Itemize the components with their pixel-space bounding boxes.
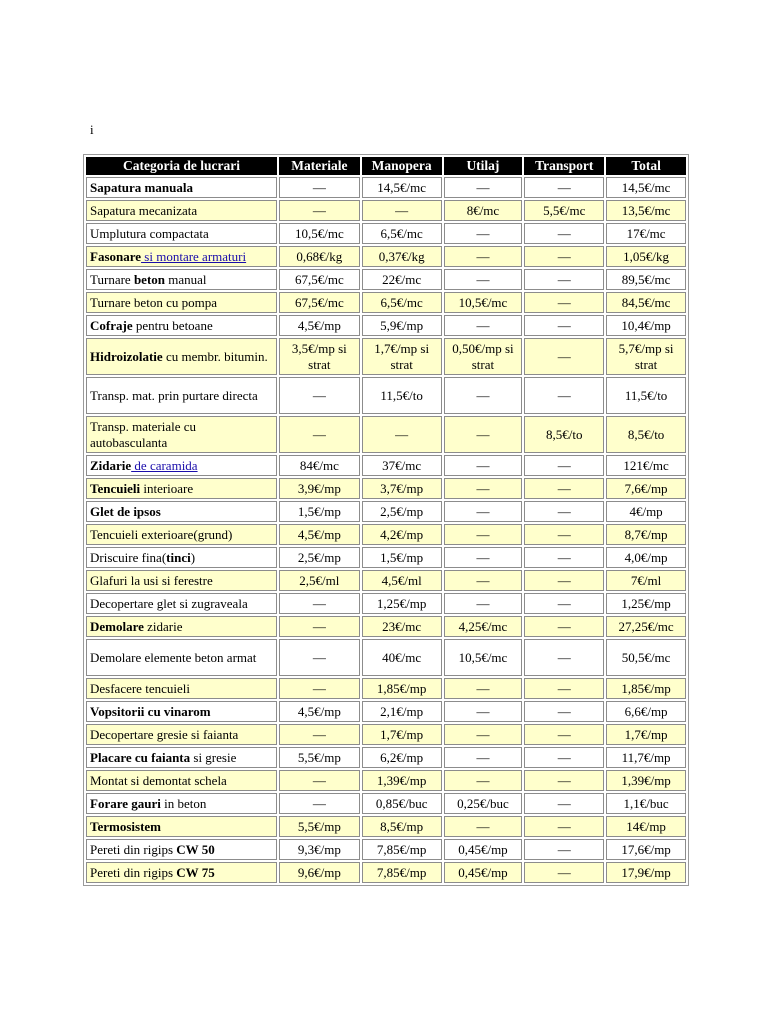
cell-transport: 8,5€/to [524,416,604,453]
cell-total: 11,5€/to [606,377,686,414]
cell-transport: — [524,793,604,814]
cell-categorie [86,200,277,221]
cell-utilaj: — [444,724,523,745]
cell-total: 84,5€/mc [606,292,686,313]
cell-transport: — [524,639,604,676]
category-label-part: Forare gauri [90,795,161,811]
category-label-part: Vopsitorii cu vinarom [90,703,211,719]
cell-transport: — [524,246,604,267]
cell-materiale: 4,5€/mp [279,701,360,722]
cell-categorie [86,223,277,244]
cell-transport: — [524,315,604,336]
cell-categorie [86,839,277,860]
cell-materiale: 9,3€/mp [279,839,360,860]
cell-total: 7,6€/mp [606,478,686,499]
cell-materiale: — [279,177,360,198]
table-row [86,862,686,883]
cell-manopera: 1,7€/mp [362,724,442,745]
category-label-part: pentru betoane [132,317,213,333]
table-row [86,816,686,837]
cell-total: 1,25€/mp [606,593,686,614]
category-label-part: Zidarie [90,457,132,473]
cell-utilaj: — [444,701,523,722]
cell-transport: — [524,593,604,614]
table-row [86,377,686,414]
category-label-part: Transp. mat. prin purtare directa [90,387,258,403]
header-categoria: Categoria de lucrari [86,157,277,175]
cell-utilaj: — [444,269,523,290]
category-label-part: Demolare elemente beton armat [90,649,257,665]
table-row [86,315,686,336]
category-label-part: Tencuieli exterioare(grund) [90,526,233,542]
table-row [86,292,686,313]
cell-transport: — [524,269,604,290]
cell-categorie [86,701,277,722]
table-row [86,639,686,676]
table-row [86,524,686,545]
table-row [86,455,686,476]
cell-transport: — [524,524,604,545]
cell-manopera: — [362,200,442,221]
cell-transport: — [524,501,604,522]
cell-manopera: 5,9€/mp [362,315,442,336]
cell-categorie [86,547,277,568]
cell-materiale: 1,5€/mp [279,501,360,522]
category-label-part: Driscuire fina( [90,549,167,565]
table-row [86,570,686,591]
cell-materiale: 2,5€/ml [279,570,360,591]
cell-materiale: 84€/mc [279,455,360,476]
category-label-part: Glet de ipsos [90,503,161,519]
cell-manopera: 2,5€/mp [362,501,442,522]
cell-utilaj: — [444,177,523,198]
category-label-part: Turnare [90,271,134,287]
cell-materiale: — [279,639,360,676]
cell-utilaj: — [444,678,523,699]
cell-utilaj: — [444,223,523,244]
cell-utilaj: — [444,416,523,453]
category-label-part: Pereti din rigips [90,841,177,857]
cell-transport: — [524,338,604,375]
cell-transport: — [524,547,604,568]
table-row [86,177,686,198]
category-label-part: Hidroizolatie [90,348,163,364]
category-label-part: Cofraje [90,317,133,333]
cell-categorie [86,246,277,267]
cell-manopera: 7,85€/mp [362,839,442,860]
cell-utilaj: 8€/mc [444,200,523,221]
cell-manopera: 2,1€/mp [362,701,442,722]
cell-transport: — [524,292,604,313]
cell-total: 4,0€/mp [606,547,686,568]
cell-materiale: 4,5€/mp [279,524,360,545]
cell-transport: — [524,724,604,745]
table-row [86,724,686,745]
cell-manopera: 37€/mc [362,455,442,476]
category-label-part: zidarie [143,618,183,634]
category-label-part: Placare cu faianta [90,749,191,765]
cell-utilaj: — [444,377,523,414]
cell-transport: — [524,478,604,499]
cell-utilaj: — [444,524,523,545]
cell-total: 14€/mp [606,816,686,837]
cell-total: 11,7€/mp [606,747,686,768]
category-label-part: Demolare [90,618,144,634]
cell-total: 4€/mp [606,501,686,522]
cell-transport: — [524,747,604,768]
cell-manopera: 1,39€/mp [362,770,442,791]
cell-categorie [86,639,277,676]
category-label-part: ) [190,549,196,565]
cell-manopera: 23€/mc [362,616,442,637]
category-label-part: CW 50 [176,841,215,857]
header-materiale: Materiale [279,157,360,175]
cell-materiale: 10,5€/mc [279,223,360,244]
cell-categorie [86,338,277,375]
cell-utilaj: — [444,747,523,768]
cell-manopera: 22€/mc [362,269,442,290]
cell-categorie [86,501,277,522]
table-row [86,701,686,722]
table-row [86,200,686,221]
cell-materiale: 0,68€/kg [279,246,360,267]
cell-materiale: — [279,200,360,221]
category-label-part: Glafuri la usi si ferestre [90,572,213,588]
cell-utilaj: — [444,547,523,568]
cell-total: 17,9€/mp [606,862,686,883]
cell-total: 1,85€/mp [606,678,686,699]
cell-total: 17€/mc [606,223,686,244]
cell-total: 121€/mc [606,455,686,476]
page-marker: i [90,122,94,137]
category-label-part: in beton [160,795,207,811]
category-label-part: Sapatura manuala [90,179,193,195]
cell-categorie [86,570,277,591]
cell-categorie [86,478,277,499]
cell-total: 1,1€/buc [606,793,686,814]
cell-transport: — [524,616,604,637]
cell-utilaj: — [444,770,523,791]
cell-transport: — [524,701,604,722]
category-label-part: Fasonare [90,248,142,264]
cell-transport: — [524,223,604,244]
cell-materiale: — [279,770,360,791]
category-link[interactable]: de caramida [131,457,198,473]
cell-transport: — [524,816,604,837]
cell-categorie [86,616,277,637]
cell-manopera: 1,7€/mp si strat [362,338,442,375]
table-row [86,747,686,768]
cell-transport: — [524,770,604,791]
cell-categorie [86,455,277,476]
header-transport: Transport [524,157,604,175]
cell-transport: 5,5€/mc [524,200,604,221]
category-label-part: Turnare beton cu pompa [90,294,217,310]
cell-materiale: 3,9€/mp [279,478,360,499]
cell-categorie [86,747,277,768]
cell-total: 89,5€/mc [606,269,686,290]
cell-manopera: 4,5€/ml [362,570,442,591]
cell-manopera: 6,2€/mp [362,747,442,768]
cell-materiale: 67,5€/mc [279,292,360,313]
cell-total: 1,05€/kg [606,246,686,267]
header-utilaj: Utilaj [444,157,523,175]
cell-total: 8,5€/to [606,416,686,453]
table-row [86,678,686,699]
table-row [86,547,686,568]
category-link[interactable]: si montare armaturi [141,248,247,264]
category-label-part: Sapatura mecanizata [90,202,198,218]
cell-categorie [86,724,277,745]
price-table [83,154,689,886]
table-row [86,338,686,375]
category-label-part: Pereti din rigips [90,864,177,880]
table-row [86,478,686,499]
cell-utilaj: — [444,478,523,499]
cell-utilaj: 0,25€/buc [444,793,523,814]
category-label-part: CW 75 [176,864,215,880]
table-row [86,416,686,453]
cell-materiale: — [279,416,360,453]
cell-categorie [86,292,277,313]
cell-materiale: 2,5€/mp [279,547,360,568]
cell-total: 27,25€/mc [606,616,686,637]
cell-materiale: — [279,593,360,614]
table-row [86,269,686,290]
cell-manopera: — [362,416,442,453]
cell-transport: — [524,377,604,414]
cell-materiale: 5,5€/mp [279,747,360,768]
cell-materiale: — [279,678,360,699]
table-row [86,770,686,791]
cell-categorie [86,524,277,545]
cell-transport: — [524,455,604,476]
cell-total: 50,5€/mc [606,639,686,676]
cell-utilaj: — [444,501,523,522]
cell-utilaj: 10,5€/mc [444,639,523,676]
cell-utilaj: 0,50€/mp si strat [444,338,523,375]
cell-total: 5,7€/mp si strat [606,338,686,375]
cell-transport: — [524,678,604,699]
cell-manopera: 1,5€/mp [362,547,442,568]
cell-categorie [86,377,277,414]
cell-utilaj: — [444,593,523,614]
cell-manopera: 14,5€/mc [362,177,442,198]
category-label-part: cu membr. bitumin. [162,348,268,364]
cell-utilaj: — [444,570,523,591]
header-total: Total [606,157,686,175]
cell-manopera: 0,37€/kg [362,246,442,267]
cell-materiale: — [279,793,360,814]
cell-manopera: 4,2€/mp [362,524,442,545]
cell-utilaj: 10,5€/mc [444,292,523,313]
cell-utilaj: — [444,816,523,837]
cell-utilaj: — [444,455,523,476]
cell-utilaj: 0,45€/mp [444,862,523,883]
cell-categorie [86,177,277,198]
category-label-part: Decopertare gresie si faianta [90,726,239,742]
cell-manopera: 40€/mc [362,639,442,676]
cell-transport: — [524,177,604,198]
cell-transport: — [524,570,604,591]
cell-total: 13,5€/mc [606,200,686,221]
cell-manopera: 6,5€/mc [362,223,442,244]
table-header-row [86,157,686,175]
cell-materiale: 5,5€/mp [279,816,360,837]
cell-manopera: 0,85€/buc [362,793,442,814]
table-row [86,223,686,244]
cell-categorie [86,269,277,290]
category-label-part: Montat si demontat schela [90,772,227,788]
category-label-part: Tencuieli [90,480,141,496]
cell-manopera: 3,7€/mp [362,478,442,499]
cell-categorie [86,793,277,814]
cell-total: 8,7€/mp [606,524,686,545]
cell-utilaj: — [444,246,523,267]
cell-categorie [86,770,277,791]
category-label-part: Umplutura compactata [90,225,209,241]
cell-materiale: 4,5€/mp [279,315,360,336]
cell-total: 14,5€/mc [606,177,686,198]
table-row [86,616,686,637]
category-label-part: tinci [166,549,191,565]
cell-transport: — [524,839,604,860]
cell-total: 10,4€/mp [606,315,686,336]
cell-total: 17,6€/mp [606,839,686,860]
cell-manopera: 1,25€/mp [362,593,442,614]
category-label-part: Decopertare glet si zugraveala [90,595,248,611]
cell-materiale: 3,5€/mp si strat [279,338,360,375]
category-label-part: Desfacere tencuieli [90,680,190,696]
cell-total: 1,39€/mp [606,770,686,791]
cell-categorie [86,416,277,453]
cell-manopera: 1,85€/mp [362,678,442,699]
cell-utilaj: — [444,315,523,336]
cell-manopera: 8,5€/mp [362,816,442,837]
category-label-part: Transp. materiale cu autobasculanta [90,418,197,450]
cell-manopera: 7,85€/mp [362,862,442,883]
cell-categorie [86,315,277,336]
cell-materiale: — [279,724,360,745]
cell-materiale: 9,6€/mp [279,862,360,883]
cell-total: 7€/ml [606,570,686,591]
cell-materiale: — [279,377,360,414]
cell-total: 1,7€/mp [606,724,686,745]
cell-manopera: 11,5€/to [362,377,442,414]
cell-utilaj: 4,25€/mc [444,616,523,637]
table-row [86,246,686,267]
cell-categorie [86,816,277,837]
table-row [86,839,686,860]
cell-utilaj: 0,45€/mp [444,839,523,860]
cell-total: 6,6€/mp [606,701,686,722]
table-row [86,593,686,614]
cell-categorie [86,593,277,614]
category-label-part: beton [133,271,165,287]
cell-categorie [86,678,277,699]
cell-transport: — [524,862,604,883]
category-label-part: interioare [140,480,194,496]
category-label-part: si gresie [190,749,237,765]
category-label-part: Termosistem [90,818,162,834]
cell-categorie [86,862,277,883]
table-row [86,501,686,522]
category-label-part: manual [165,271,207,287]
header-manopera: Manopera [362,157,442,175]
cell-materiale: — [279,616,360,637]
cell-materiale: 67,5€/mc [279,269,360,290]
cell-manopera: 6,5€/mc [362,292,442,313]
table-row [86,793,686,814]
